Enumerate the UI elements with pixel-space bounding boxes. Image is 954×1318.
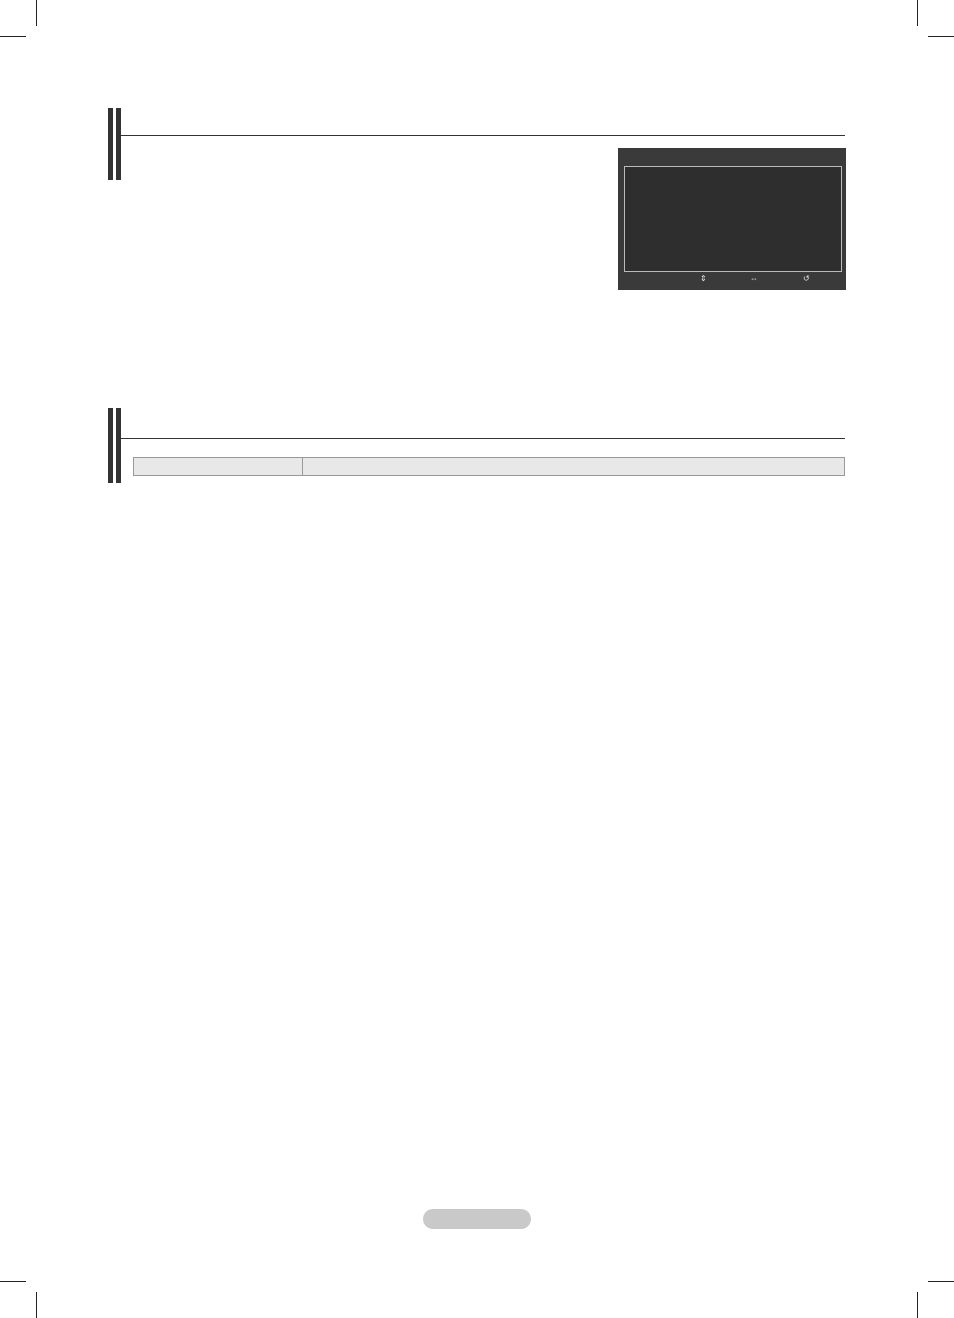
col-header-solution bbox=[303, 458, 845, 476]
troubleshooting-table bbox=[133, 457, 845, 476]
leftright-arrows-icon: ⇔ bbox=[750, 274, 758, 283]
section-rule bbox=[118, 438, 845, 439]
section-bar bbox=[108, 108, 113, 180]
crop-mark bbox=[928, 1281, 954, 1282]
crop-mark bbox=[928, 36, 954, 37]
updown-arrows-icon: ⇕ bbox=[700, 274, 707, 283]
crop-mark bbox=[0, 36, 26, 37]
section-bar bbox=[108, 408, 113, 483]
crop-mark bbox=[917, 1292, 918, 1318]
crop-mark bbox=[917, 0, 918, 26]
section-bar bbox=[116, 108, 121, 180]
table-header-row bbox=[134, 458, 845, 476]
section-bar bbox=[116, 408, 121, 483]
page-number-badge bbox=[423, 1209, 531, 1229]
anynet-osd-menu bbox=[618, 148, 846, 290]
crop-mark bbox=[36, 1292, 37, 1318]
crop-mark bbox=[36, 0, 37, 26]
col-header-problem bbox=[134, 458, 303, 476]
section-rule bbox=[118, 135, 845, 136]
osd-panel bbox=[624, 166, 842, 272]
crop-mark bbox=[0, 1281, 26, 1282]
return-icon: ↺ bbox=[803, 274, 810, 283]
